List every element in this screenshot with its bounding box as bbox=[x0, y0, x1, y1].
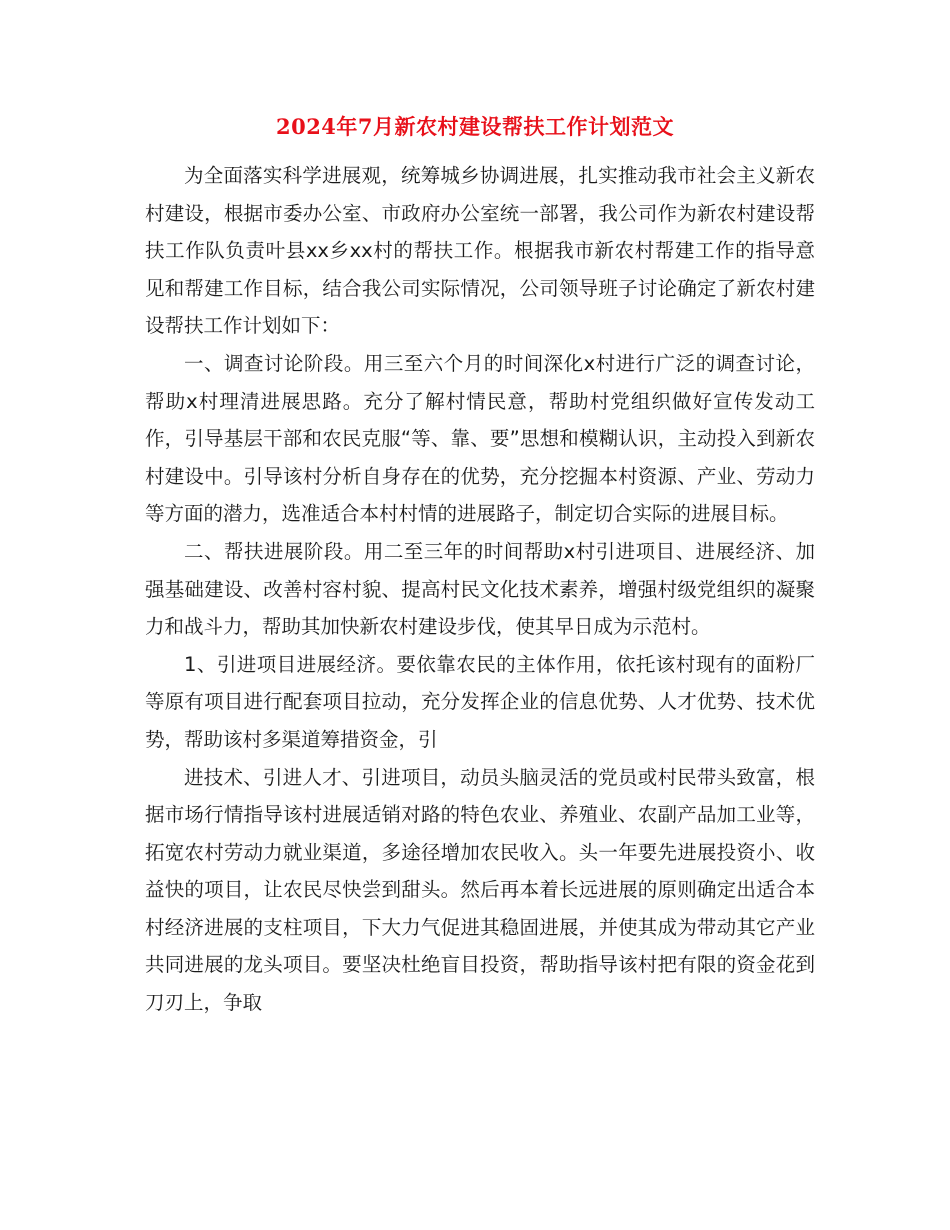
paragraph-stage-one: 一、调查讨论阶段。用三至六个月的时间深化x村进行广泛的调查讨论，帮助x村理清进展思路。充分了解村情民意，帮助村党组织做好宣传发动工作，引导基层干部和农民克服“等、靠、要”思想和模糊认识，主动投入到新农村建设中。引导该村分析自身存在的优势，充分挖掘本村资源、产业、劳动力等方面的潜力，选准适合本村村情的进展路子，制定切合实际的进展目标。 bbox=[145, 351, 815, 526]
paragraph-item-one-continued: 进技术、引进人才、引进项目，动员头脑灵活的党员或村民带头致富，根据市场行情指导该村进展适销对路的特色农业、养殖业、农副产品加工业等，拓宽农村劳动力就业渠道，多途径增加农民收入。头一年要先进展投资小、收益快的项目，让农民尽快尝到甜头。然后再本着长远进展的原则确定出适合本村经济进展的支柱项目，下大力气促进其稳固进展，并使其成为带动其它产业共同进展的龙头项目。要坚决杜绝盲目投资，帮助指导该村把有限的资金花到刀刃上，争取 bbox=[145, 765, 815, 1015]
paragraph-intro: 为全面落实科学进展观，统筹城乡协调进展，扎实推动我市社会主义新农村建设，根据市委办公室、市政府办公室统一部署，我公司作为新农村建设帮扶工作队负责叶县xx乡xx村的帮扶工作。根据我市新农村帮建工作的指导意见和帮建工作目标，结合我公司实际情况，公司领导班子讨论确定了新农村建设帮扶工作计划如下： bbox=[145, 164, 815, 338]
paragraph-item-one: 1、引进项目进展经济。要依靠农民的主体作用，依托该村现有的面粉厂等原有项目进行配套项目拉动，充分发挥企业的信息优势、人才优势、技术优势，帮助该村多渠道筹措资金，引 bbox=[145, 652, 815, 751]
document-body bbox=[145, 157, 815, 1022]
paragraph-stage-two: 二、帮扶进展阶段。用二至三年的时间帮助x村引进项目、进展经济、加强基础建设、改善村容村貌、提高村民文化技术素养，增强村级党组织的凝聚力和战斗力，帮助其加快新农村建设步伐，使其早日成为示范村。 bbox=[145, 539, 815, 639]
document-title: 2024年7月新农村建设帮扶工作计划范文 bbox=[275, 114, 675, 139]
